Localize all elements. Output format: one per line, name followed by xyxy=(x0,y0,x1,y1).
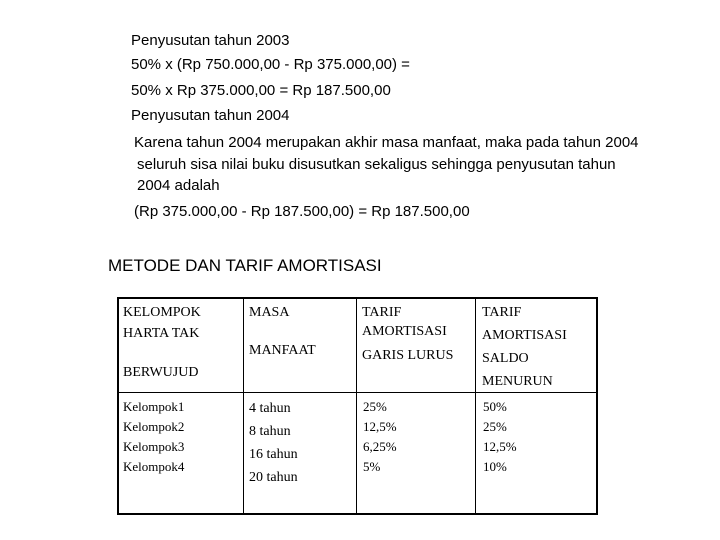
header-saldo-menurun-line3: SALDO xyxy=(482,351,529,366)
header-garis-lurus-line2: AMORTISASI xyxy=(362,324,447,339)
header-saldo-menurun-line2: AMORTISASI xyxy=(482,328,567,343)
cell-garis-lurus: 12,5% xyxy=(363,419,397,434)
cell-masa: 8 tahun xyxy=(249,424,291,439)
column-divider xyxy=(356,299,357,513)
header-kelompok-line3: BERWUJUD xyxy=(123,365,199,380)
text-line-2: 50% x (Rp 750.000,00 - Rp 375.000,00) = xyxy=(131,56,410,73)
cell-kelompok: Kelompok3 xyxy=(123,439,185,454)
text-line-7: 2004 adalah xyxy=(137,177,220,194)
cell-garis-lurus: 5% xyxy=(363,459,381,474)
header-garis-lurus-line1: TARIF xyxy=(362,305,402,320)
cell-masa: 20 tahun xyxy=(249,470,298,485)
column-divider xyxy=(243,299,244,513)
text-line-5: Karena tahun 2004 merupakan akhir masa manfaat, maka pada tahun 2004 xyxy=(134,134,639,151)
header-saldo-menurun-line4: MENURUN xyxy=(482,374,553,389)
header-saldo-menurun-line1: TARIF xyxy=(482,305,522,320)
cell-garis-lurus: 25% xyxy=(363,399,387,414)
cell-saldo-menurun: 25% xyxy=(483,419,507,434)
cell-saldo-menurun: 10% xyxy=(483,459,507,474)
header-divider xyxy=(119,392,596,393)
text-line-8: (Rp 375.000,00 - Rp 187.500,00) = Rp 187.500,00 xyxy=(134,203,470,220)
cell-saldo-menurun: 12,5% xyxy=(483,439,517,454)
cell-kelompok: Kelompok2 xyxy=(123,419,185,434)
text-line-4: Penyusutan tahun 2004 xyxy=(131,107,290,124)
cell-kelompok: Kelompok1 xyxy=(123,399,185,414)
text-line-3: 50% x Rp 375.000,00 = Rp 187.500,00 xyxy=(131,82,391,99)
cell-masa: 4 tahun xyxy=(249,401,291,416)
header-garis-lurus-line3: GARIS LURUS xyxy=(362,348,454,363)
cell-saldo-menurun: 50% xyxy=(483,399,507,414)
column-divider xyxy=(475,299,476,513)
cell-masa: 16 tahun xyxy=(249,447,298,462)
section-title: METODE DAN TARIF AMORTISASI xyxy=(108,256,382,275)
header-masa-line1: MASA xyxy=(249,305,290,320)
text-line-1: Penyusutan tahun 2003 xyxy=(131,32,290,49)
cell-garis-lurus: 6,25% xyxy=(363,439,397,454)
cell-kelompok: Kelompok4 xyxy=(123,459,185,474)
header-masa-line2: MANFAAT xyxy=(249,343,316,358)
amortization-table xyxy=(117,297,598,515)
header-kelompok-line2: HARTA TAK xyxy=(123,326,200,341)
text-line-6: seluruh sisa nilai buku disusutkan sekaligus sehingga penyusutan tahun xyxy=(137,156,616,173)
header-kelompok-line1: KELOMPOK xyxy=(123,305,201,320)
